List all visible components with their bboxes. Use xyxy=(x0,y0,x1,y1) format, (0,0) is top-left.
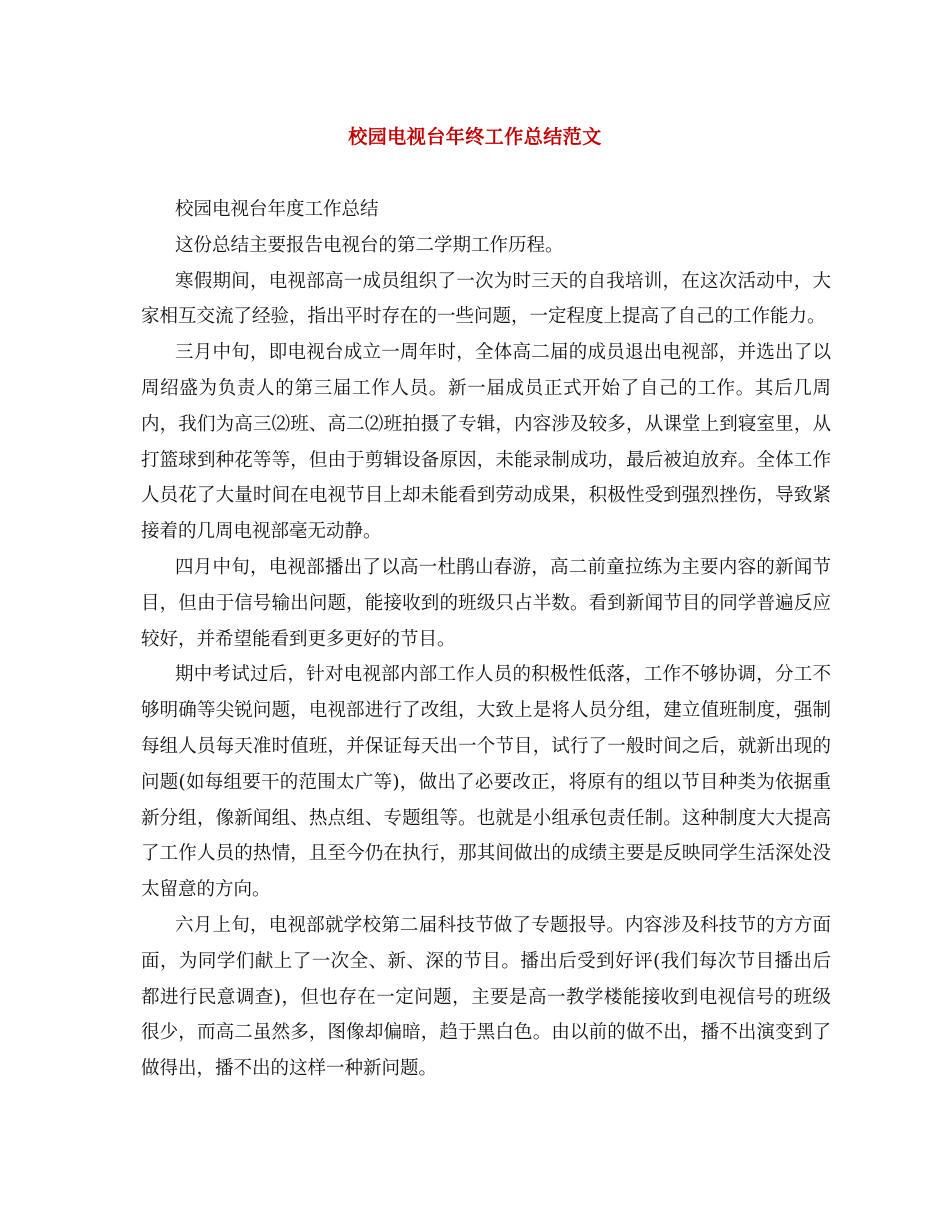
paragraph-june: 六月上旬，电视部就学校第二届科技节做了专题报导。内容涉及科技节的方方面面，为同学们献上了一次全、新、深的节目。播出后受到好评(我们每次节目播出后都进行民意调查)，但也存在一定问题，主要是高一教学楼能接收到电视信号的班级很少，而高二虽然多，图像却偏暗，趋于黑白色。由以前的做不出，播不出演变到了做得出，播不出的这样一种新问题。 xyxy=(141,914,831,1080)
paragraph-subtitle: 校园电视台年度工作总结 xyxy=(175,199,379,220)
paragraph-winter-break: 寒假期间，电视部高一成员组织了一次为时三天的自我培训，在这次活动中，大家相互交流了经验，指出平时存在的一些问题，一定程度上提高了自己的工作能力。 xyxy=(141,270,831,328)
paragraph-intro: 这份总结主要报告电视台的第二学期工作历程。 xyxy=(175,234,564,256)
paragraph-march: 三月中旬，即电视台成立一周年时，全体高二届的成员退出电视部，并选出了以周绍盛为负责人的第三届工作人员。新一届成员正式开始了自己的工作。其后几周内，我们为高三⑵班、高二⑵班拍摄了专辑，内容涉及较多，从课堂上到寝室里，从打篮球到种花等等，但由于剪辑设备原因，未能录制成功，最后被迫放弃。全体工作人员花了大量时间在电视节目上却未能看到劳动成果，积极性受到强烈挫伤，导致紧接着的几周电视部毫无动静。 xyxy=(141,342,831,543)
document-body xyxy=(141,192,831,1087)
paragraph-midterm: 期中考试过后，针对电视部内部工作人员的积极性低落，工作不够协调，分工不够明确等尖锐问题，电视部进行了改组，大致上是将人员分组，建立值班制度，强制每组人员每天准时值班，并保证每天出一个节目，试行了一般时间之后，就新出现的问题(如每组要干的范围太广等)，做出了必要改正，将原有的组以节目种类为依据重新分组，像新闻组、热点组、专题组等。也就是小组承包责任制。这种制度大大提高了工作人员的热情，且至今仍在执行，那其间做出的成绩主要是反映同学生活深处没太留意的方向。 xyxy=(141,664,831,901)
paragraph-april: 四月中旬，电视部播出了以高一杜鹃山春游，高二前童拉练为主要内容的新闻节目，但由于信号输出问题，能接收到的班级只占半数。看到新闻节目的同学普遍反应较好，并希望能看到更多更好的节目。 xyxy=(141,556,831,650)
document-title: 校园电视台年终工作总结范文 xyxy=(348,126,602,148)
